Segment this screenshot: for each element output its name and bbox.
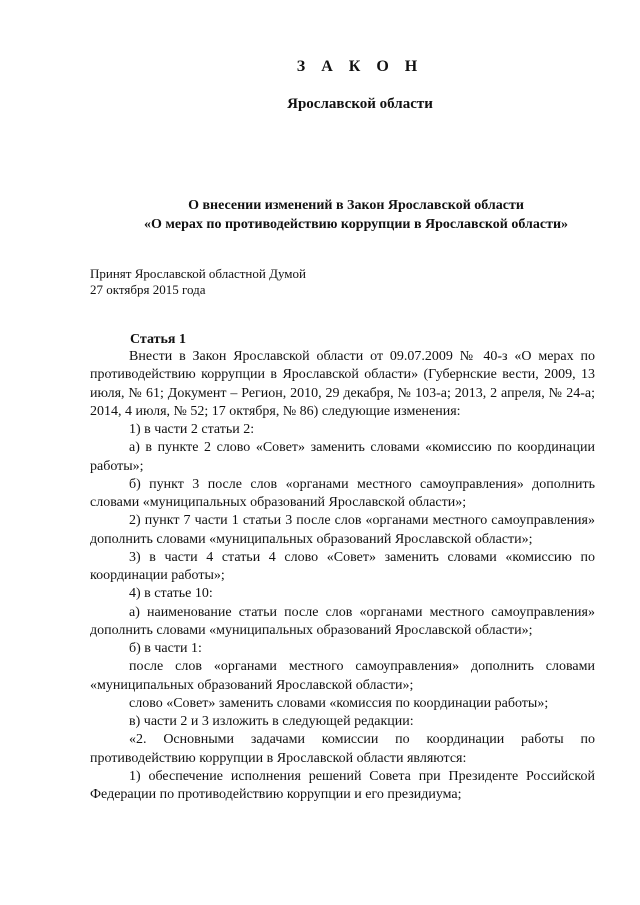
paragraph: 3) в части 4 статьи 4 слово «Совет» заменить словами «комиссию по координации работы»; bbox=[90, 549, 595, 583]
adoption-date: 27 октября 2015 года bbox=[90, 282, 206, 297]
paragraph: «2. Основными задачами комиссии по координации работы по противодействию коррупции в Ярославской области являются: bbox=[90, 732, 595, 766]
adoption-body: Принят Ярославской областной Думой bbox=[90, 266, 306, 281]
paragraph: слово «Совет» заменить словами «комиссия по координации работы»; bbox=[129, 695, 549, 711]
paragraph: Внести в Закон Ярославской области от 09.07.2009 № 40-з «О мерах по противодействию коррупции в Ярославской области» (Губернские вести, 2009, 13 июля, № 61; Документ – Регион, 2010, 29 декабря, № 103-а; 2013, 2 апреля, № 24-а; 2014, 4 июля, № 52; 17 октября, № 86) следующие изменения: bbox=[90, 349, 595, 419]
paragraph: 4) в статье 10: bbox=[129, 586, 213, 602]
paragraph: после слов «органами местного самоуправления» дополнить словами «муниципальных образований Ярославской области»; bbox=[90, 659, 595, 693]
paragraph: 2) пункт 7 части 1 статьи 3 после слов «органами местного самоуправления» дополнить словами «муниципальных образований Ярославской области»; bbox=[90, 513, 595, 547]
paragraph: б) пункт 3 после слов «органами местного самоуправления» дополнить словами «муниципальных образований Ярославской области»; bbox=[90, 476, 595, 510]
paragraph: а) в пункте 2 слово «Совет» заменить словами «комиссию по координации работы»; bbox=[90, 440, 595, 474]
heading-line-2: «О мерах по противодействию коррупции в Ярославской области» bbox=[143, 217, 569, 232]
article-body bbox=[90, 348, 595, 804]
paragraph: в) части 2 и 3 изложить в следующей редакции: bbox=[129, 714, 414, 729]
adoption-note bbox=[90, 266, 306, 298]
heading-line-1: О внесении изменений в Закон Ярославской области bbox=[188, 198, 524, 213]
law-heading bbox=[90, 196, 622, 234]
paragraph: а) наименование статьи после слов «органами местного самоуправления» дополнить словами «муниципальных образований Ярославской области»; bbox=[90, 604, 595, 638]
paragraph: 1) в части 2 статьи 2: bbox=[129, 422, 255, 437]
paragraph: 1) обеспечение исполнения решений Совета при Президенте Российской Федерации по противодействию коррупции и его президиума; bbox=[90, 768, 595, 802]
law-title: З А К О Н bbox=[296, 58, 424, 75]
region-title: Ярославской области bbox=[287, 96, 433, 112]
paragraph: б) в части 1: bbox=[129, 641, 202, 656]
article-title: Статья 1 bbox=[130, 332, 186, 347]
